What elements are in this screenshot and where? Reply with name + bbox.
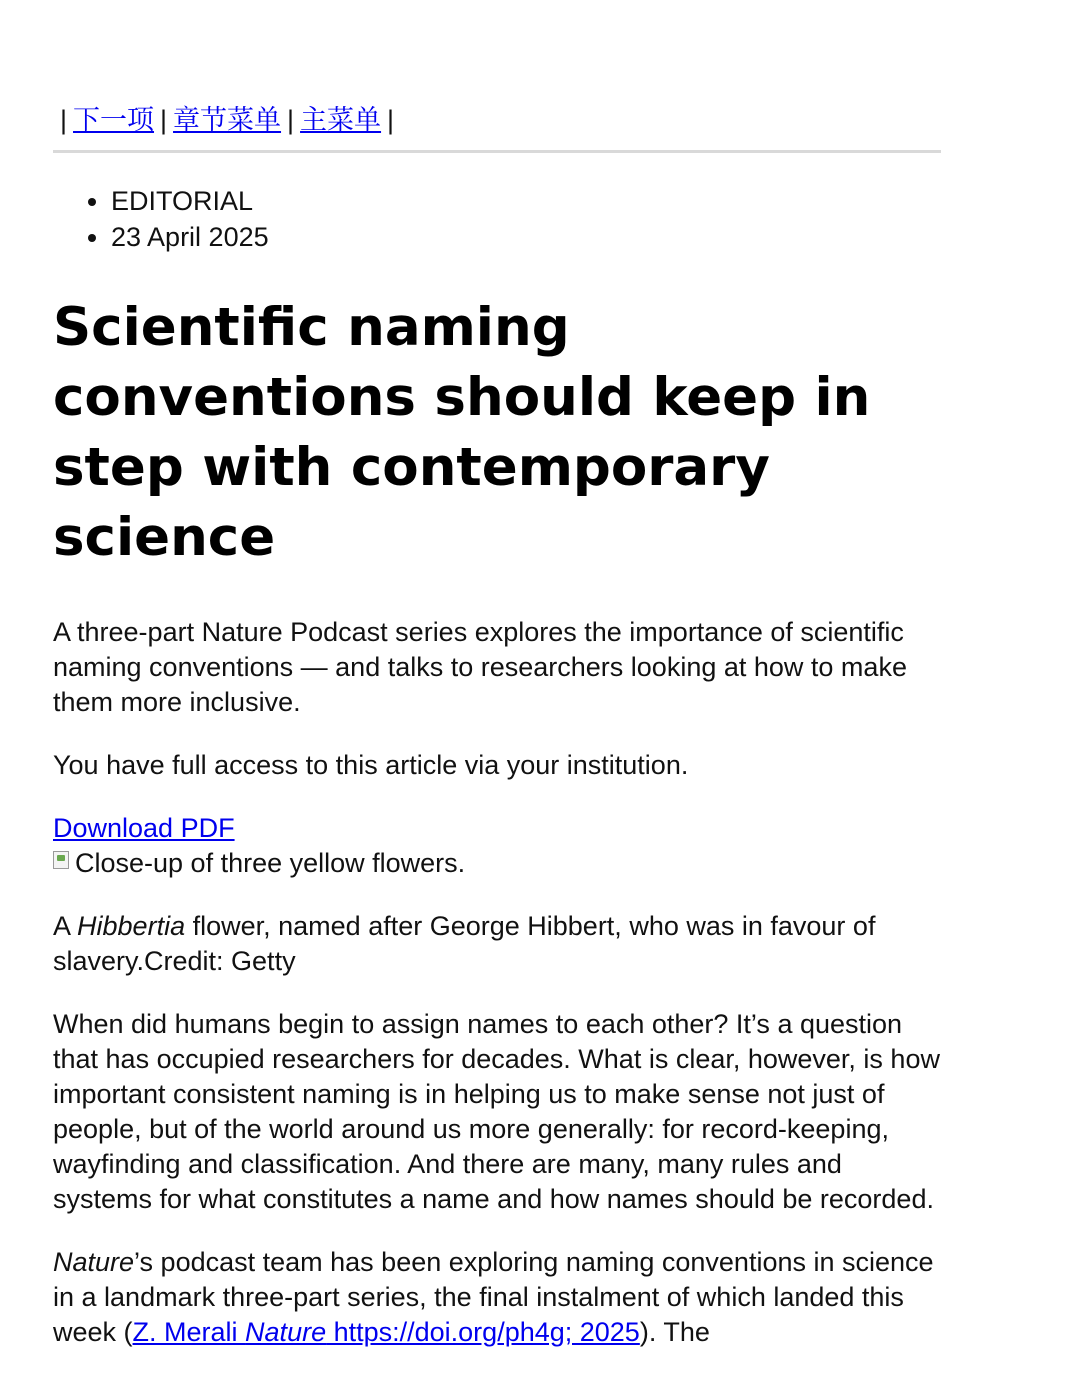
article-title: Scientific naming conventions should keep in step with contemporary science — [53, 297, 871, 568]
caption-rest: flower, named after George Hibbert, who was in favour of slavery.Credit: Getty — [53, 911, 876, 976]
article-content — [53, 100, 941, 1378]
download-pdf-link[interactable]: Download PDF — [53, 813, 235, 843]
image-alt-text: Close-up of three yellow flowers. — [75, 848, 466, 878]
paragraph-journal-name: Nature — [53, 1247, 135, 1277]
top-nav — [53, 100, 941, 140]
caption-prefix: A — [53, 911, 78, 941]
reference-doi: https://doi.org/ph4g; 2025 — [326, 1317, 640, 1347]
broken-image-icon — [53, 851, 69, 869]
body-paragraph-2 — [53, 1245, 941, 1350]
reference-journal: Nature — [245, 1317, 327, 1347]
article-image — [53, 846, 941, 881]
paragraph-text-b: ). The — [639, 1317, 710, 1347]
standfirst: A three-part Nature Podcast series explores the importance of scientific naming conventions — and talks to researchers looking at how to make them more inclusive. — [53, 617, 907, 717]
body-paragraph-1: When did humans begin to assign names to each other? It’s a question that has occupied researchers for decades. What is clear, however, is how important consistent naming is in helping us to make sense not just of people, but of the world around us more generally: for record-keeping, wayfinding and classification. And there are many, many rules and systems for what constitutes a name and how names should be recorded. — [53, 1009, 940, 1214]
nav-main-menu-link[interactable]: 主菜单 — [300, 105, 382, 135]
nav-chapter-menu-link[interactable]: 章节菜单 — [173, 105, 282, 135]
reference-author: Z. Merali — [132, 1317, 246, 1347]
nav-separator: | — [160, 105, 168, 135]
nav-divider — [53, 150, 941, 153]
nav-separator: | — [387, 105, 395, 135]
nav-next-link[interactable]: 下一项 — [73, 105, 155, 135]
article-meta-list — [53, 183, 941, 255]
nav-separator: | — [60, 105, 68, 135]
reference-link[interactable] — [133, 1317, 640, 1347]
paragraph-text-a: ’s podcast team has been exploring naming conventions in science in a landmark three-part series, the final instalment of which landed this week ( — [53, 1247, 934, 1347]
nav-separator: | — [287, 105, 295, 135]
caption-genus: Hibbertia — [77, 911, 186, 941]
article-date: • 23 April 2025 — [111, 219, 941, 255]
article-type: • EDITORIAL — [111, 183, 941, 219]
access-note: You have full access to this article via your institution. — [53, 750, 689, 780]
image-caption — [53, 909, 941, 979]
